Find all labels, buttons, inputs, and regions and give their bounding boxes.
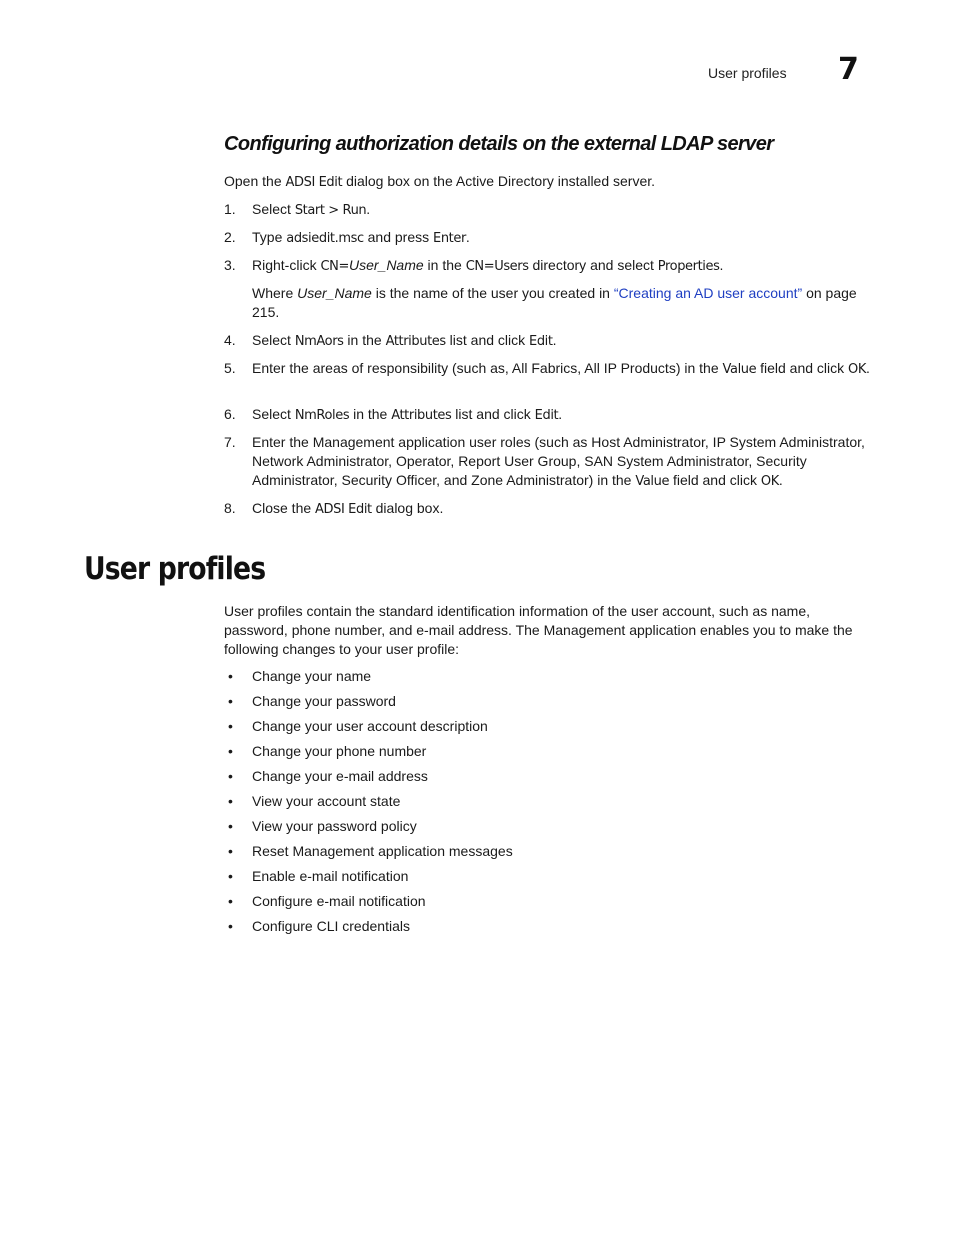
step-text: Close the ADSI Edit dialog box.	[252, 500, 444, 517]
step-number: 3.	[224, 257, 236, 273]
list-item: • View your account state	[228, 793, 401, 809]
section-intro-paragraph: User profiles contain the standard identification information of the user account, such as name, password, phone number, and e-mail address. The Management application enables you to make the following changes to your user profile:	[224, 603, 853, 657]
bullet-icon: •	[228, 768, 233, 784]
step-1	[224, 200, 874, 219]
bullet-icon: •	[228, 868, 233, 884]
step-text: Select NmAors in the Attributes list and click Edit.	[252, 332, 557, 349]
list-item: • Enable e-mail notification	[228, 868, 409, 884]
list-item: • Reset Management application messages	[228, 843, 513, 859]
bullet-icon: •	[228, 818, 233, 834]
list-item: • Change your name	[228, 668, 372, 684]
list-item: • View your password policy	[228, 818, 417, 834]
step-3-note	[224, 284, 874, 322]
list-item: • Change your user account description	[228, 718, 488, 734]
dialog-name: ADSI Edit	[285, 175, 343, 190]
running-header-section: User profiles	[708, 65, 787, 81]
list-item: • Change your phone number	[228, 743, 427, 759]
step-text: Enter the Management application user roles (such as Host Administrator, IP System Administrator, Network Administrator, Operator, Report User Group, SAN System Administrator, Security Administrator, Security Officer, and Zone Administrator) in the Value field and click OK.	[252, 434, 865, 489]
bullet-icon: •	[228, 668, 233, 684]
intro-text-end: dialog box on the Active Directory installed server.	[342, 173, 656, 189]
step-text: Type adsiedit.msc and press Enter.	[252, 229, 470, 246]
intro-text: Open the	[224, 173, 286, 189]
list-item: • Configure e-mail notification	[228, 893, 426, 909]
intro-paragraph	[224, 172, 655, 192]
list-item: • Configure CLI credentials	[228, 918, 410, 934]
step-number: 4.	[224, 332, 236, 348]
section-heading: User profiles	[84, 551, 266, 587]
list-item: • Change your password	[228, 693, 396, 709]
chapter-number: 7	[838, 52, 859, 87]
step-6	[224, 405, 874, 424]
step-number: 2.	[224, 229, 236, 245]
bullet-icon: •	[228, 718, 233, 734]
step-2	[224, 228, 874, 247]
step-7	[224, 433, 874, 490]
cross-reference-link[interactable]: “Creating an AD user account”	[613, 285, 803, 301]
step-number: 1.	[224, 201, 236, 217]
step-8	[224, 499, 874, 518]
bullet-icon: •	[228, 843, 233, 859]
step-text: Select Start > Run.	[252, 201, 371, 218]
bullet-icon: •	[228, 693, 233, 709]
step-text: Right-click CN=User_Name in the CN=Users directory and select Properties.	[252, 257, 724, 274]
step-text: Enter the areas of responsibility (such as, All Fabrics, All IP Products) in the Value field and click OK.	[252, 360, 870, 377]
step-5	[224, 359, 874, 397]
step-number: 6.	[224, 406, 236, 422]
note-text: Where User_Name is the name of the user you created in “Creating an AD user account” on page 215.	[252, 285, 857, 320]
bullet-icon: •	[228, 793, 233, 809]
bullet-icon: •	[228, 918, 233, 934]
key-name: Enter	[433, 231, 466, 246]
step-number: 7.	[224, 434, 236, 450]
bullet-icon: •	[228, 743, 233, 759]
command-name: adsiedit.msc	[286, 231, 364, 246]
list-item: • Change your e-mail address	[228, 768, 428, 784]
bullet-icon: •	[228, 893, 233, 909]
step-4	[224, 331, 874, 350]
step-number: 8.	[224, 500, 236, 516]
subsection-heading: Configuring authorization details on the external LDAP server	[224, 133, 774, 155]
step-number: 5.	[224, 360, 236, 376]
step-3	[224, 256, 874, 275]
step-text: Select NmRoles in the Attributes list and click Edit.	[252, 406, 563, 423]
menu-path: Start > Run	[294, 203, 367, 218]
